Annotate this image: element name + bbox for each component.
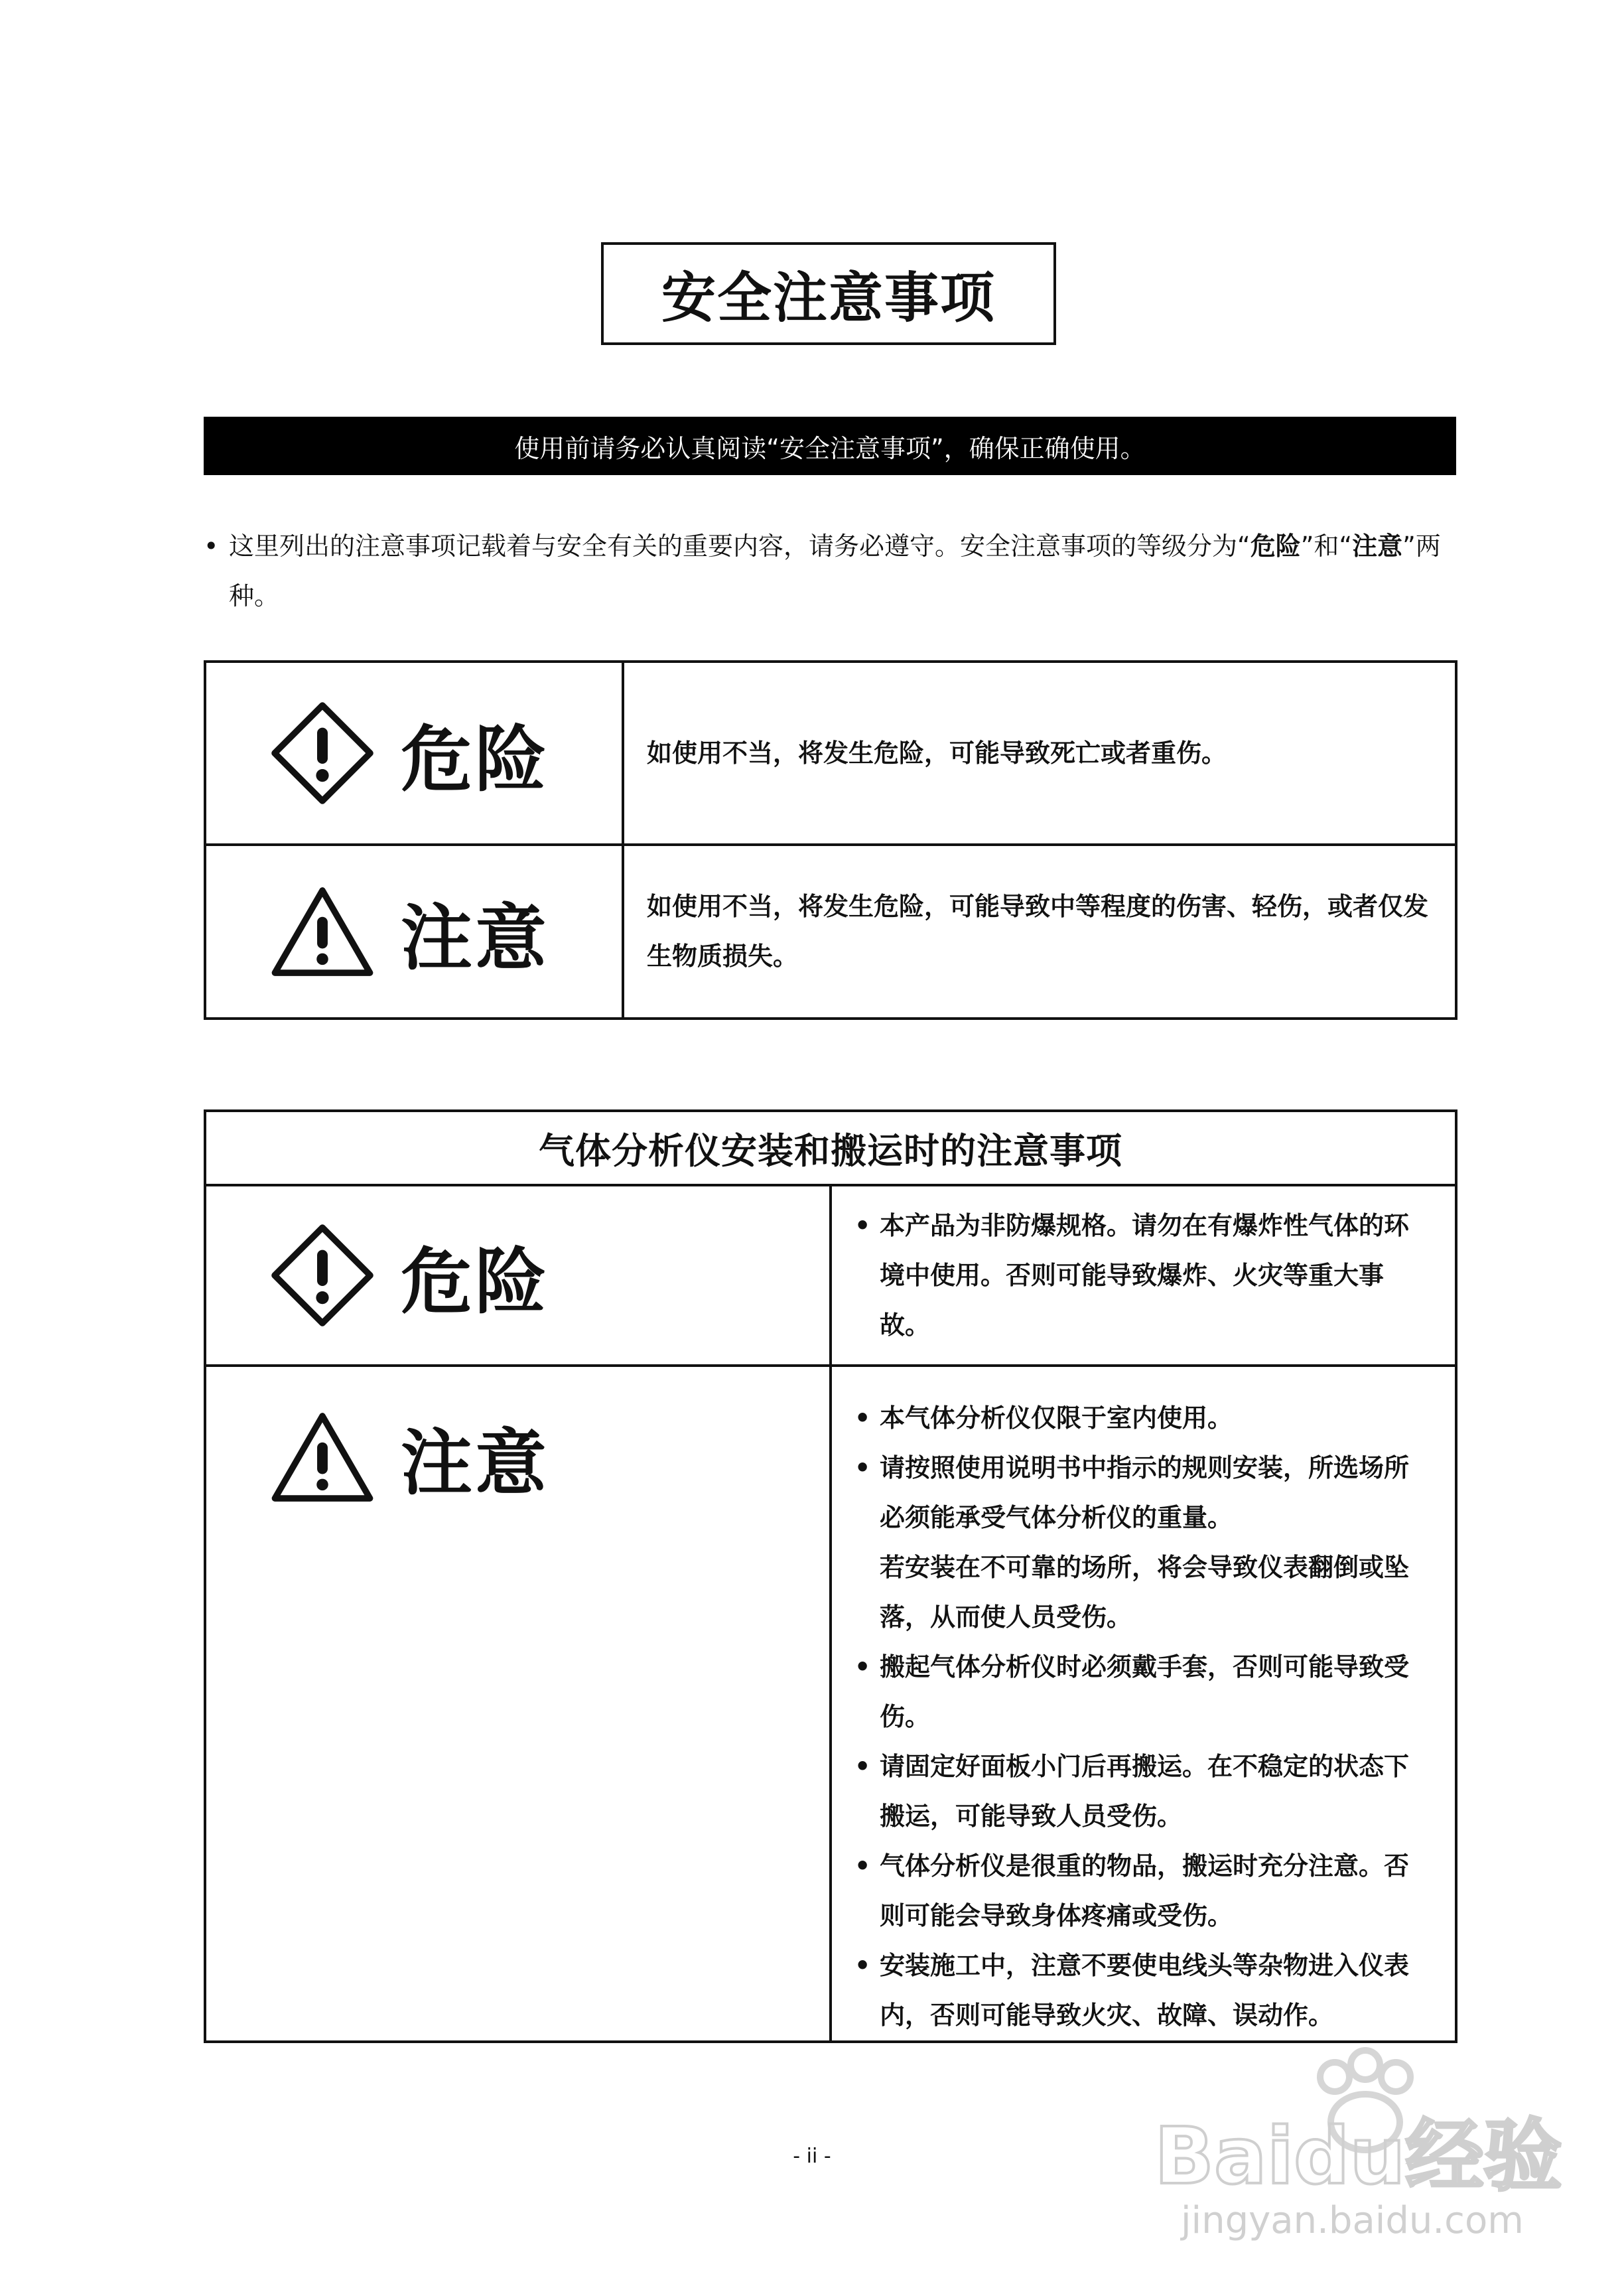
precautions-caution-description [831, 1366, 1456, 2042]
precautions-danger-description [831, 1185, 1456, 1366]
exclamation-diamond-icon [269, 700, 375, 806]
watermark-url: jingyan.baidu.com [1181, 2199, 1524, 2242]
legend-danger-description: 如使用不当，将发生危险，可能导致死亡或者重伤。 [623, 662, 1456, 845]
exclamation-diamond-icon [269, 1222, 375, 1328]
intro-text-3: ”两种。 [229, 532, 1441, 610]
instruction-banner: 使用前请务必认真阅读“安全注意事项”，确保正确使用。 [204, 417, 1456, 475]
legend-caution-row [205, 845, 1456, 1019]
hazard-legend-table [204, 660, 1457, 1020]
legend-danger-row [205, 662, 1456, 845]
list-item-text: 请按照使用说明书中指示的规则安装，所选场所必须能承受气体分析仪的重量。 [880, 1453, 1410, 1532]
precautions-header-row [205, 1111, 1456, 1185]
list-item: • 搬起气体分析仪时必须戴手套，否则可能导致受伤。 [854, 1642, 1432, 1742]
precautions-header: 气体分析仪安装和搬运时的注意事项 [205, 1111, 1456, 1185]
intro-text-2: ”和“ [1300, 532, 1353, 561]
bullet-icon: • [204, 532, 219, 561]
list-item: • 请固定好面板小门后再搬运。在不稳定的状态下搬运，可能导致人员受伤。 [854, 1742, 1432, 1841]
list-item: • 本气体分析仪仅限于室内使用。 [854, 1393, 1432, 1443]
warning-triangle-icon [269, 1411, 375, 1504]
intro-bold-danger: 危险 [1250, 532, 1301, 561]
intro-paragraph [204, 522, 1456, 621]
caution-label: 注意 [401, 896, 550, 980]
page-number: - ii - [793, 2145, 831, 2168]
list-item: • 安装施工中，注意不要使电线头等杂物进入仪表内，否则可能导致火灾、故障、误动作。 [854, 1941, 1432, 2040]
warning-triangle-icon [269, 885, 375, 978]
list-item: • 气体分析仪是很重的物品，搬运时充分注意。否则可能会导致身体疼痛或受伤。 [854, 1841, 1432, 1941]
legend-caution-label-cell [205, 845, 623, 1019]
list-item-continuation: 若安装在不可靠的场所，将会导致仪表翻倒或坠落，从而使人员受伤。 [880, 1553, 1410, 1632]
precautions-caution-label-cell [205, 1366, 831, 2042]
legend-danger-label-cell [205, 662, 623, 845]
list-item: • 本产品为非防爆规格。请勿在有爆炸性气体的环境中使用。否则可能导致爆炸、火灾等重大事故。 [854, 1201, 1432, 1350]
baidu-jingyan-watermark [1141, 2031, 1579, 2243]
install-transport-precautions-table [204, 1109, 1457, 2043]
precautions-danger-row [205, 1185, 1456, 1366]
caution-label: 注意 [401, 1422, 550, 1505]
danger-label: 危险 [401, 1240, 550, 1324]
watermark-brand: Baidu经验 [1154, 2110, 1562, 2202]
legend-caution-description: 如使用不当，将发生危险，可能导致中等程度的伤害、轻伤，或者仅发生物质损失。 [623, 845, 1456, 1019]
danger-label: 危险 [401, 718, 550, 802]
intro-text-1: 这里列出的注意事项记载着与安全有关的重要内容，请务必遵守。安全注意事项的等级分为“ [229, 532, 1251, 561]
page-title: 安全注意事项 [601, 242, 1056, 345]
list-item [854, 1443, 1432, 1642]
precautions-caution-row [205, 1366, 1456, 2042]
intro-bold-caution: 注意 [1352, 532, 1403, 561]
precautions-danger-label-cell [205, 1185, 831, 1366]
